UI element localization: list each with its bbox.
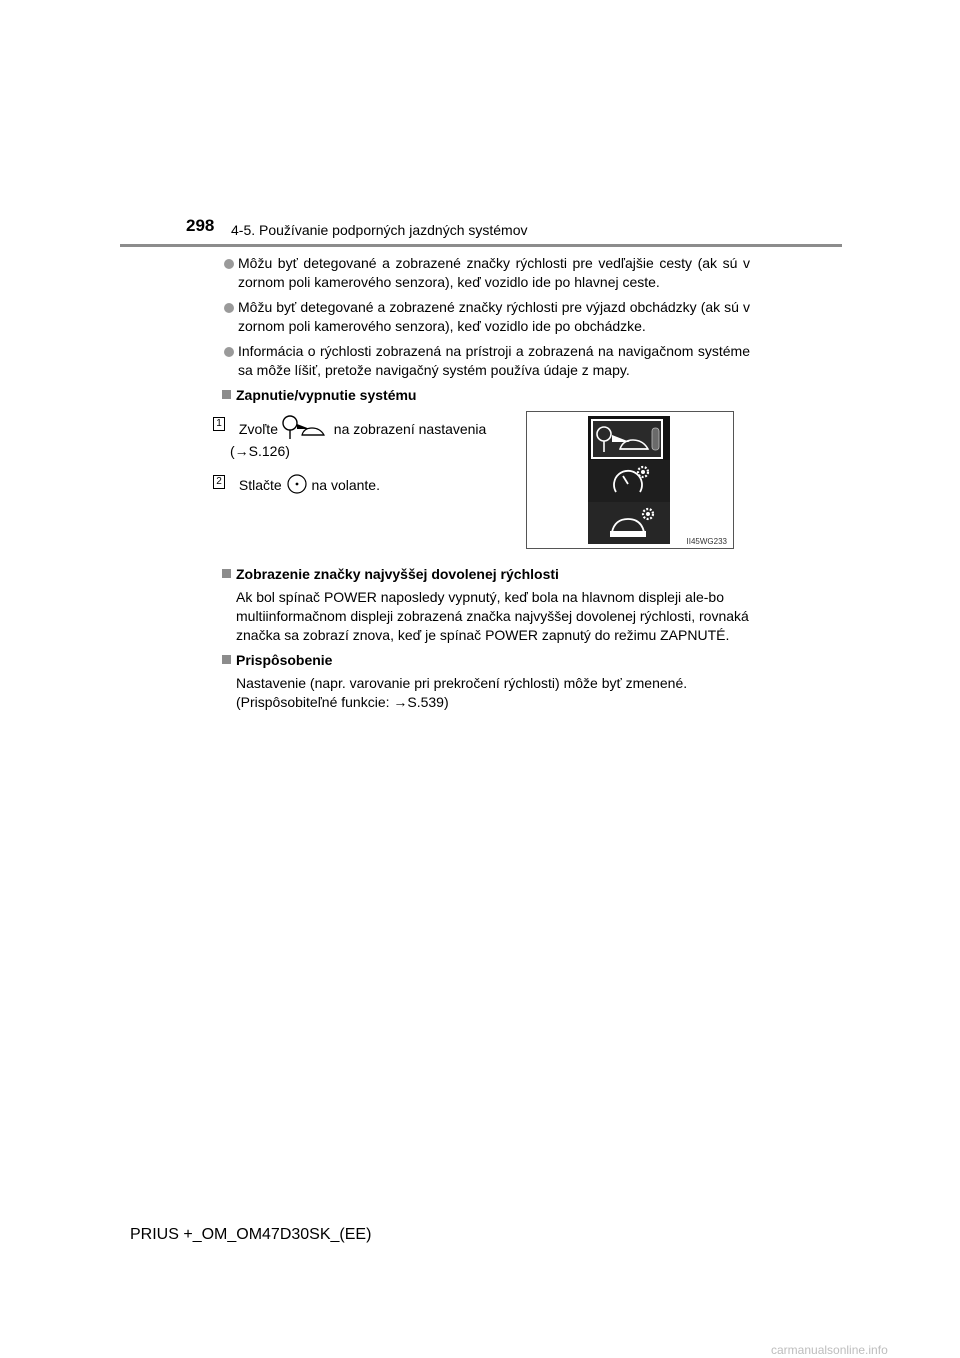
page-header <box>0 0 960 250</box>
page-number: 298 <box>186 216 215 235</box>
content <box>216 254 750 718</box>
section-paragraph: Nastavenie (napr. varovanie pri prekročení rýchlosti) môže byť zmenené. <box>236 675 688 691</box>
steps-block <box>216 411 750 561</box>
display-screen <box>588 416 670 544</box>
section-paragraph: (Prispôsobiteľné funkcie: →S.539) <box>236 694 449 710</box>
section-paragraph: Ak bol spínač POWER naposledy vypnutý, keď bola na hlavnom displeji ale-bo multiinformačnom displeji zobrazená značka najvyššej dovolenej rýchlosti, rovnaká značka sa zobrazí znova, keď je spínač POWER zapnutý do režimu ZAPNUTÉ. <box>236 589 749 643</box>
step-ref: (→S.126) <box>230 443 290 459</box>
step-text: na zobrazení nastavenia <box>333 421 487 438</box>
step-2 <box>213 473 380 500</box>
step-number: 2 <box>213 475 225 489</box>
watermark: carmanualsonline.info <box>771 1343 888 1357</box>
step-number: 1 <box>213 417 225 431</box>
section-heading: Zobrazenie značky najvyššej dovolenej rýchlosti <box>222 565 750 584</box>
section-title: 4-5. Používanie podporných jazdných systémov <box>231 222 528 238</box>
step-text: Zvoľte <box>238 421 278 438</box>
dial-button-icon <box>286 473 308 500</box>
step-text: Stlačte <box>238 477 282 494</box>
figure-code: II45WG233 <box>686 537 727 546</box>
header-rule <box>120 244 842 247</box>
step-text: na volante. <box>311 477 380 494</box>
section-heading: Zapnutie/vypnutie systému <box>222 386 750 405</box>
settings-display-figure <box>526 411 734 549</box>
bullet-item: Môžu byť detegované a zobrazené značky rýchlosti pre vedľajšie cesty (ak sú v zornom poli kamerového senzora), keď vozidlo ide po hlavnej ceste. <box>222 254 750 292</box>
footer-doc-id: PRIUS +_OM_OM47D30SK_(EE) <box>130 1226 372 1243</box>
bullet-item: Informácia o rýchlosti zobrazená na prístroji a zobrazená na navigačnom systéme sa môže líšiť, pretože navigačný systém používa údaje z mapy. <box>222 342 750 380</box>
section-heading: Prispôsobenie <box>222 651 750 670</box>
bullet-item: Môžu byť detegované a zobrazené značky rýchlosti pre výjazd obchádzky (ak sú v zornom poli kamerového senzora), keď vozidlo ide po obchádzke. <box>222 298 750 336</box>
